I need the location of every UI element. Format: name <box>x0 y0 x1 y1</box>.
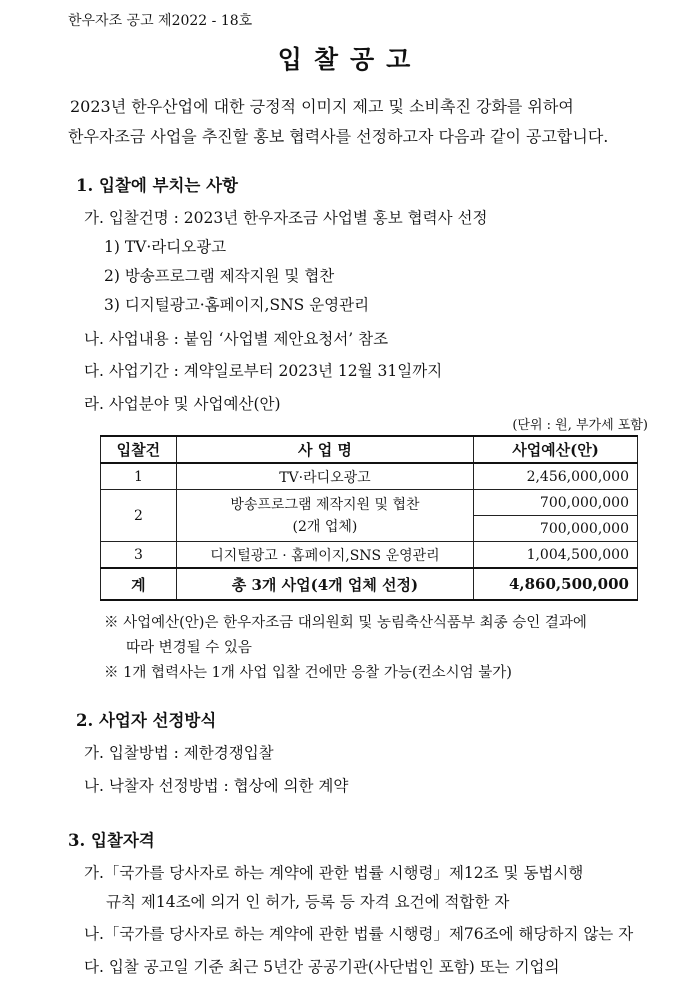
note-2: ※ 1개 협력사는 1개 사업 입찰 건에만 응찰 가능(컨소시엄 불가) <box>104 665 512 681</box>
unit-note: (단위 : 원, 부가세 포함) <box>512 418 648 433</box>
business-content-line: 나. 사업내용 : 붙임 ‘사업별 제안요청서’ 참조 <box>84 330 389 348</box>
row-2-budget-a: 700,000,000 <box>474 490 638 516</box>
table-header-row <box>101 436 638 463</box>
row-3-no: 3 <box>101 542 177 569</box>
document-number: 한우자조 공고 제2022 - 18호 <box>68 13 253 29</box>
bid-method-line: 가. 입찰방법 : 제한경쟁입찰 <box>84 744 274 762</box>
table-total-row <box>101 568 638 600</box>
header-business-name: 사 업 명 <box>176 436 473 463</box>
page-title: 입찰공고 <box>277 45 423 74</box>
intro-line-1: 2023년 한우산업에 대한 긍정적 이미지 제고 및 소비촉진 강화를 위하여 <box>70 97 574 116</box>
note-1-line-1: ※ 사업예산(안)은 한우자조금 대의원회 및 농림축산식품부 최종 승인 결과에 <box>104 615 587 631</box>
eligibility-b-line: 나.「국가를 당사자로 하는 계약에 관한 법률 시행령」제76조에 해당하지 않는 자 <box>84 925 634 943</box>
sub-item-2: 2) 방송프로그램 제작지원 및 협찬 <box>104 267 335 285</box>
section-2-heading: 2. 사업자 선정방식 <box>76 711 217 730</box>
section-3-heading: 3. 입찰자격 <box>68 831 155 850</box>
header-budget: 사업예산(안) <box>474 436 638 463</box>
row-2-name-line-1: 방송프로그램 제작지원 및 협찬 <box>230 496 420 513</box>
row-2-name-line-2: (2개 업체) <box>292 518 358 535</box>
intro-line-2: 한우자조금 사업을 추진할 홍보 협력사를 선정하고자 다음과 같이 공고합니다. <box>68 127 609 146</box>
bid-title-line: 가. 입찰건명 : 2023년 한우자조금 사업별 홍보 협력사 선정 <box>84 209 488 227</box>
total-name: 총 3개 사업(4개 업체 선정) <box>176 568 473 600</box>
header-bid-no: 입찰건 <box>101 436 177 463</box>
table-row <box>101 463 638 490</box>
row-3-name: 디지털광고 · 홈페이지,SNS 운영관리 <box>176 542 473 569</box>
total-budget: 4,860,500,000 <box>474 568 638 600</box>
row-2-budget-b: 700,000,000 <box>474 516 638 542</box>
budget-table <box>100 435 638 601</box>
section-1-heading: 1. 입찰에 부치는 사항 <box>76 176 238 195</box>
winner-selection-line: 나. 낙찰자 선정방법 : 협상에 의한 계약 <box>84 777 349 795</box>
row-1-budget: 2,456,000,000 <box>474 463 638 490</box>
total-label: 계 <box>101 568 177 600</box>
row-2-no: 2 <box>101 490 177 542</box>
note-1-line-2: 따라 변경될 수 있음 <box>126 640 252 656</box>
business-period-line: 다. 사업기간 : 계약일로부터 2023년 12월 31일까지 <box>84 362 443 380</box>
table-row <box>101 542 638 569</box>
table-row <box>101 490 638 516</box>
eligibility-a-line-1: 가.「국가를 당사자로 하는 계약에 관한 법률 시행령」제12조 및 동법시행 <box>84 864 584 882</box>
business-field-line: 라. 사업분야 및 사업예산(안) <box>84 395 281 413</box>
row-1-no: 1 <box>101 463 177 490</box>
sub-item-3: 3) 디지털광고·홈페이지,SNS 운영관리 <box>104 296 370 314</box>
eligibility-c-line: 다. 입찰 공고일 기준 최근 5년간 공공기관(사단법인 포함) 또는 기업의 <box>84 958 560 976</box>
row-3-budget: 1,004,500,000 <box>474 542 638 569</box>
row-1-name: TV·라디오광고 <box>176 463 473 490</box>
eligibility-a-line-2: 규칙 제14조에 의거 인 허가, 등록 등 자격 요건에 적합한 자 <box>106 893 510 911</box>
row-2-name <box>176 490 473 542</box>
sub-item-1: 1) TV·라디오광고 <box>104 238 227 256</box>
